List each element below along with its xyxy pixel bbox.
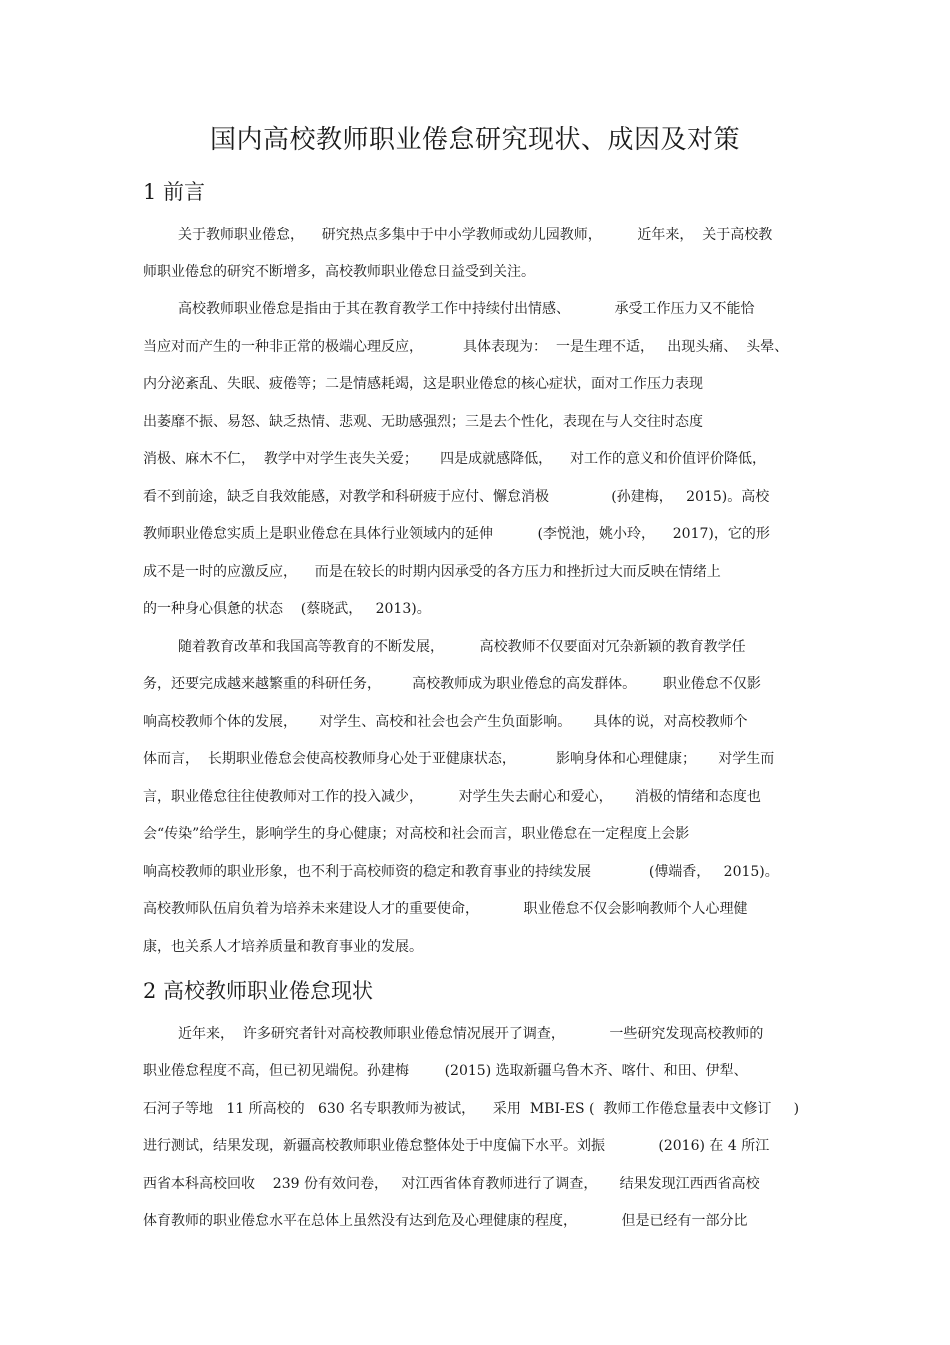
paragraph-line: 内分泌紊乱、失眠、疲倦等；二是情感耗竭，这是职业倦怠的核心症状，面对工作压力表现: [143, 376, 703, 392]
paragraph-line: 康，也关系人才培养质量和教育事业的发展。: [143, 939, 423, 955]
paragraph-line: 关于教师职业倦怠， 研究热点多集中于中小学教师或幼儿园教师， 近年来， 关于高校教: [178, 227, 773, 243]
paragraph-line: 职业倦怠程度不高，但已初见端倪。孙建梅 (2015) 选取新疆乌鲁木齐、喀什、和田、伊犁、: [143, 1063, 748, 1079]
paragraph-line: 体育教师的职业倦怠水平在总体上虽然没有达到危及心理健康的程度， 但是已经有一部分比: [143, 1213, 748, 1229]
paragraph-line: 响高校教师的职业形象，也不利于高校师资的稳定和教育事业的持续发展 (傅端香， 2015)。: [143, 864, 779, 880]
paper-title: 国内高校教师职业倦怠研究现状、成因及对策: [209, 125, 740, 155]
paragraph-line: 务，还要完成越来越繁重的科研任务， 高校教师成为职业倦怠的高发群体。 职业倦怠不仅影: [143, 676, 761, 692]
paragraph-line: 进行测试，结果发现，新疆高校教师职业倦怠整体处于中度偏下水平。刘振 (2016) 在 4 所江: [143, 1138, 770, 1154]
paragraph-line: 体而言， 长期职业倦怠会使高校教师身心处于亚健康状态， 影响身体和心理健康； 对学生而: [143, 751, 775, 767]
section-heading-2: 2 高校教师职业倦怠现状: [143, 979, 374, 1003]
paragraph-line: 师职业倦怠的研究不断增多，高校教师职业倦怠日益受到关注。: [143, 264, 535, 280]
paragraph-line: 西省本科高校回收 239 份有效问卷， 对江西省体育教师进行了调查， 结果发现江西西省高校: [143, 1176, 760, 1192]
paragraph-line: 近年来， 许多研究者针对高校教师职业倦怠情况展开了调查， 一些研究发现高校教师的: [178, 1026, 764, 1042]
paragraph-line: 石河子等地 11 所高校的 630 名专职教师为被试， 采用 MBI-ES ( 教师工作倦怠量表中文修订 ): [143, 1101, 800, 1117]
paragraph-line: 高校教师职业倦怠是指由于其在教育教学工作中持续付出情感、 承受工作压力又不能恰: [178, 301, 755, 317]
paragraph-line: 高校教师队伍肩负着为培养未来建设人才的重要使命， 职业倦怠不仅会影响教师个人心理健: [143, 901, 748, 917]
paragraph-line: 看不到前途，缺乏自我效能感，对教学和科研疲于应付、懈怠消极 (孙建梅， 2015)。高校: [143, 489, 770, 505]
paragraph-line: 的一种身心俱惫的状态 (蔡晓武， 2013)。: [143, 601, 431, 617]
paragraph-line: 会“传染”给学生，影响学生的身心健康；对高校和社会而言，职业倦怠在一定程度上会影: [143, 826, 690, 842]
paragraph-line: 言，职业倦怠往往使教师对工作的投入减少， 对学生失去耐心和爱心， 消极的情绪和态度也: [143, 789, 761, 805]
paragraph-line: 响高校教师个体的发展， 对学生、高校和社会也会产生负面影响。 具体的说，对高校教师个: [143, 714, 748, 730]
paragraph-line: 成不是一时的应激反应， 而是在较长的时期内因承受的各方压力和挫折过大而反映在情绪上: [143, 564, 721, 580]
paragraph-line: 随着教育改革和我国高等教育的不断发展， 高校教师不仅要面对冗杂新颖的教育教学任: [178, 639, 746, 655]
section-heading-1: 1 前言: [143, 180, 206, 204]
paragraph-line: 当应对而产生的一种非正常的极端心理反应， 具体表现为： 一是生理不适， 出现头痛、 头晕、: [143, 339, 789, 355]
paragraph-line: 教师职业倦怠实质上是职业倦怠在具体行业领域内的延伸 (李悦池，姚小玲， 2017)，它的形: [143, 526, 770, 542]
paragraph-line: 消极、麻木不仁， 教学中对学生丧失关爱； 四是成就感降低， 对工作的意义和价值评价降低，: [143, 451, 766, 467]
paragraph-line: 出萎靡不振、易怒、缺乏热情、悲观、无助感强烈；三是去个性化，表现在与人交往时态度: [143, 414, 703, 430]
